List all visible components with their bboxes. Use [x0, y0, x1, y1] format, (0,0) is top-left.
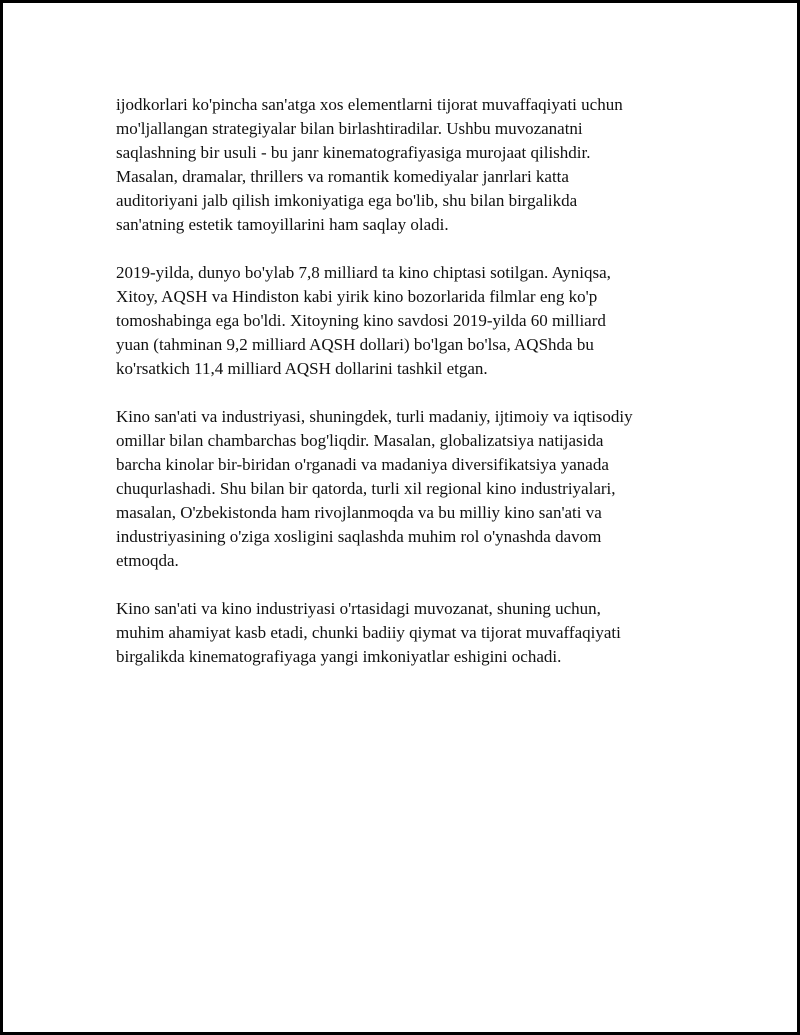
text-line: Xitoy, AQSH va Hindiston kabi yirik kino bozorlarida filmlar eng ko'p [116, 287, 598, 306]
text-line: masalan, O'zbekistonda ham rivojlanmoqda va bu milliy kino san'ati va [116, 503, 602, 522]
text-line: ko'rsatkich 11,4 milliard AQSH dollarini tashkil etgan. [116, 359, 488, 378]
text-line: Masalan, dramalar, thrillers va romantik komediyalar janrlari katta [116, 167, 569, 186]
text-line: muhim ahamiyat kasb etadi, chunki badiiy qiymat va tijorat muvaffaqiyati [116, 623, 621, 642]
text-line: auditoriyani jalb qilish imkoniyatiga ega bo'lib, shu bilan birgalikda [116, 191, 578, 210]
text-line: Kino san'ati va kino industriyasi o'rtasidagi muvozanat, shuning uchun, [116, 599, 601, 618]
text-line: mo'ljallangan strategiyalar bilan birlashtiradilar. Ushbu muvozanatni [116, 119, 583, 138]
text-line: saqlashning bir usuli - bu janr kinematografiyasiga murojaat qilishdir. [116, 143, 591, 162]
text-line: Kino san'ati va industriyasi, shuningdek, turli madaniy, ijtimoiy va iqtisodiy [116, 407, 633, 426]
paragraph-3 [116, 405, 696, 573]
text-line: barcha kinolar bir-biridan o'rganadi va madaniya diversifikatsiya yanada [116, 455, 609, 474]
text-line: san'atning estetik tamoyillarini ham saqlay oladi. [116, 215, 449, 234]
document-body [116, 93, 696, 693]
paragraph-1 [116, 93, 696, 237]
text-line: chuqurlashadi. Shu bilan bir qatorda, turli xil regional kino industriyalari, [116, 479, 616, 498]
paragraph-4 [116, 597, 696, 669]
text-line: etmoqda. [116, 551, 179, 570]
paragraph-2 [116, 261, 696, 381]
text-line: yuan (tahminan 9,2 milliard AQSH dollari) bo'lgan bo'lsa, AQShda bu [116, 335, 594, 354]
text-line: tomoshabinga ega bo'ldi. Xitoyning kino savdosi 2019-yilda 60 milliard [116, 311, 606, 330]
text-line: birgalikda kinematografiyaga yangi imkoniyatlar eshigini ochadi. [116, 647, 562, 666]
text-line: omillar bilan chambarchas bog'liqdir. Masalan, globalizatsiya natijasida [116, 431, 604, 450]
text-line: 2019-yilda, dunyo bo'ylab 7,8 milliard ta kino chiptasi sotilgan. Ayniqsa, [116, 263, 611, 282]
text-line: industriyasining o'ziga xosligini saqlashda muhim rol o'ynashda davom [116, 527, 602, 546]
text-line: ijodkorlari ko'pincha san'atga xos elementlarni tijorat muvaffaqiyati uchun [116, 95, 623, 114]
